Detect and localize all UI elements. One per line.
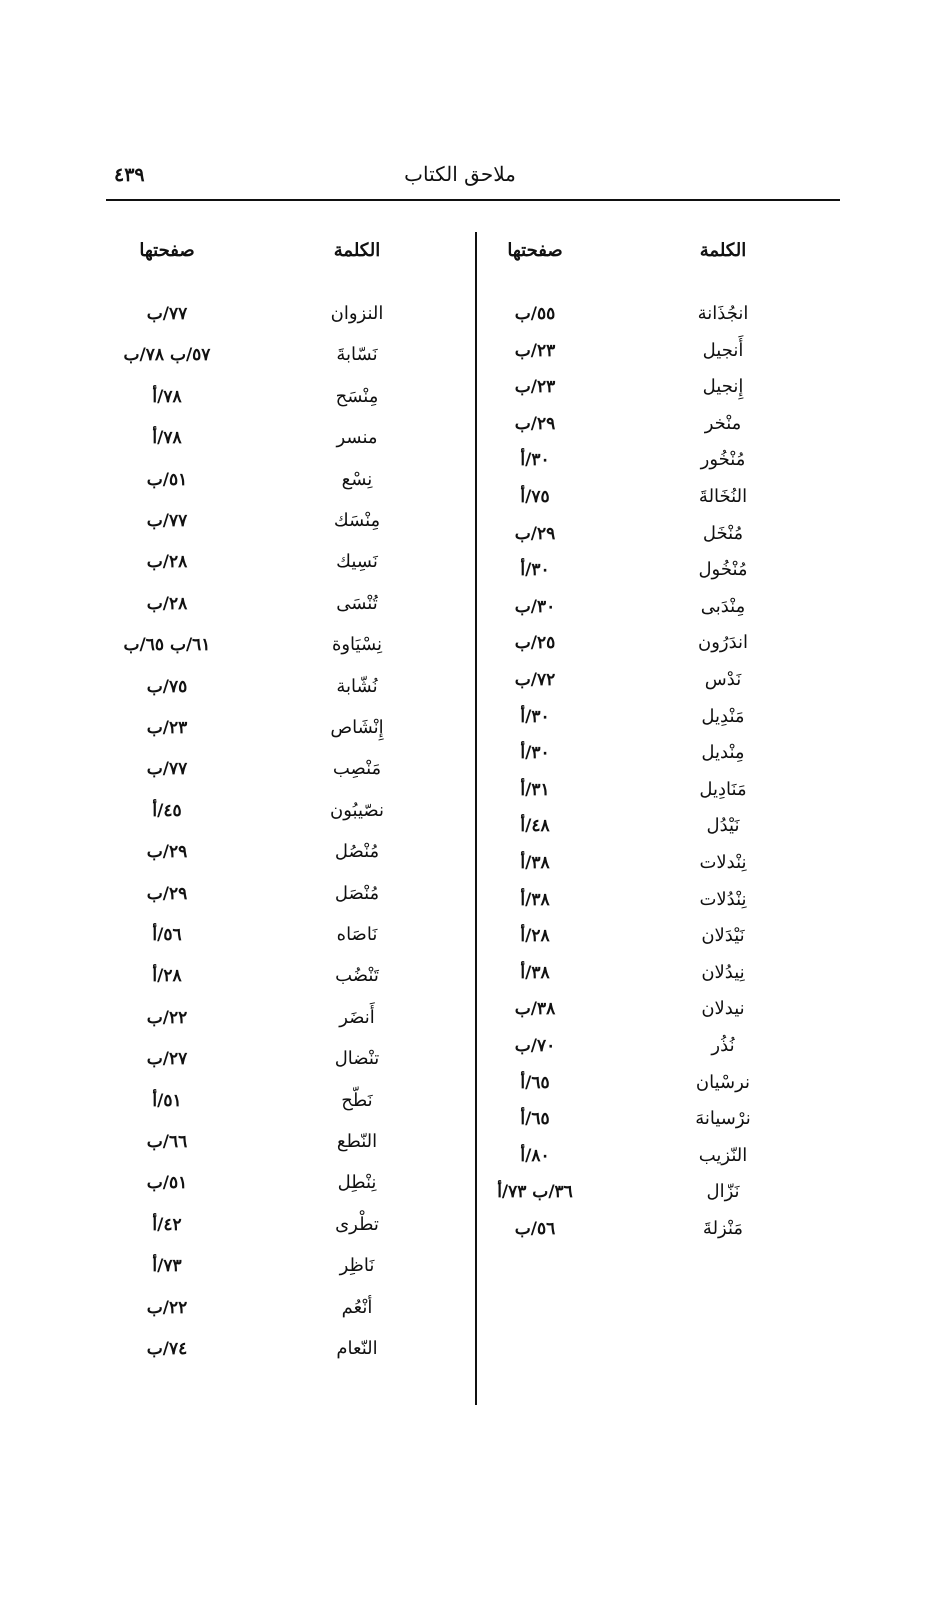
index-page-ref: ٢٣/ب [514, 341, 556, 361]
index-word: اندَرُون [697, 632, 749, 653]
index-page-ref: ٢٨/أ [520, 926, 550, 946]
index-page-ref: ٢٥/ب [514, 633, 556, 653]
index-page-ref: ٢٨/أ [152, 966, 182, 986]
index-word: نِيدُلان [701, 962, 745, 983]
index-page-ref: ٦١/ب ٦٥/ب [123, 635, 211, 655]
index-page-ref: ٢٩/ب [514, 524, 556, 544]
index-word: مُنْخَل [702, 523, 744, 544]
index-word: نرْسيانهَ [695, 1108, 751, 1129]
index-word: نِنْطِل [337, 1172, 377, 1193]
index-page-ref: ٧٧/ب [146, 511, 188, 531]
index-page-ref: ٥٦/أ [152, 925, 182, 945]
index-word: منْخر [704, 413, 742, 434]
index-word: مِنْسَح [335, 386, 379, 407]
index-page-ref: ٢٧/ب [146, 1049, 188, 1069]
index-word: مِنْسَك [333, 510, 381, 531]
index-word: نَسّابةَ [336, 344, 378, 365]
index-page-ref: ٦٥/أ [520, 1109, 550, 1129]
index-word: مِنْديل [701, 742, 745, 763]
index-page-ref: ٢٣/ب [514, 377, 556, 397]
page-number: ٤٣٩ [114, 164, 145, 186]
index-word: النّعام [336, 1338, 378, 1359]
index-page-ref: ٥١/أ [152, 1091, 182, 1111]
index-page-ref: ٣٠/أ [520, 707, 550, 727]
running-title: ملاحق الكتاب [404, 162, 516, 186]
index-word: نَيْدَلان [701, 925, 745, 946]
index-page-ref: ٧٤/ب [146, 1339, 188, 1359]
index-word: نَاصَاه [336, 924, 378, 945]
index-page-ref: ٧٧/ب [146, 759, 188, 779]
index-word: مَنْدِيل [701, 706, 745, 727]
index-page-ref: ٧٢/ب [514, 670, 556, 690]
index-page-ref: ٢٨/ب [146, 594, 188, 614]
index-word: تنْضال [334, 1048, 380, 1069]
index-word: تطْرى [335, 1214, 379, 1235]
index-page-ref: ٢٢/ب [146, 1298, 188, 1318]
index-word: مَنَادِيل [699, 779, 747, 800]
index-word: نِنْدُلات [699, 889, 747, 910]
index-word: مُنْصَل [334, 883, 380, 904]
index-word: نَاظِر [339, 1255, 375, 1276]
index-page-ref: ٣٨/أ [520, 890, 550, 910]
index-word: إِنْشَاص [330, 717, 384, 738]
index-page-ref: ٥٥/ب [514, 304, 556, 324]
index-page-ref: ٣٨/ب [514, 999, 556, 1019]
index-word: تَنْضُب [335, 965, 379, 986]
index-word: نَطّح [341, 1090, 373, 1111]
index-word: النّطع [336, 1131, 378, 1152]
index-page-ref: ٣٠/أ [520, 450, 550, 470]
index-word: مِنْدَبى [700, 596, 746, 617]
index-page-ref: ٧٨/أ [152, 387, 182, 407]
index-page-ref: ٣٨/أ [520, 963, 550, 983]
right-ref-header: صفحتها [507, 240, 563, 261]
index-page-ref: ٨٠/أ [520, 1146, 550, 1166]
index-page-ref: ٤٨/أ [520, 816, 550, 836]
index-word: مَنْزلةَ [702, 1218, 744, 1239]
index-page-ref: ٣١/أ [520, 780, 550, 800]
index-word: نصّيبُون [330, 800, 384, 821]
index-page-ref: ٥١/ب [146, 470, 188, 490]
index-word: انجُذَانة [697, 303, 749, 324]
index-page-ref: ٤٥/أ [152, 801, 182, 821]
index-word: نَزّال [706, 1181, 740, 1202]
index-page-ref: ٣٨/أ [520, 853, 550, 873]
index-page-ref: ٧٣/أ [152, 1256, 182, 1276]
index-page-ref: ٧٧/ب [146, 304, 188, 324]
index-word: النُخَالةَ [698, 486, 748, 507]
index-word: نُذُر [711, 1035, 735, 1056]
left-word-header: الكلمة [333, 240, 381, 261]
index-word: أَنضَر [339, 1007, 375, 1028]
index-word: نَدْس [704, 669, 742, 690]
index-page-ref: ٧٠/ب [514, 1036, 556, 1056]
index-word: أَنجيل [702, 340, 744, 361]
index-page-ref: ٦٥/أ [520, 1073, 550, 1093]
index-page-ref: ٦٦/ب [146, 1132, 188, 1152]
index-word: مُنْخُول [698, 559, 748, 580]
index-word: نِنْدلات [699, 852, 747, 873]
index-word: أنْعُم [341, 1297, 373, 1318]
index-page-ref: ٧٥/ب [146, 677, 188, 697]
header-rule [106, 199, 840, 201]
index-page-ref: ٢٩/ب [514, 414, 556, 434]
index-word: نرسْيان [695, 1072, 751, 1093]
index-word: نَيْدُل [706, 815, 740, 836]
index-word: مُنْخُور [700, 449, 746, 470]
index-page-ref: ٢٩/ب [146, 842, 188, 862]
index-word: نِسْيَاوة [331, 634, 383, 655]
index-word: تُنْسَى [336, 593, 378, 614]
index-page-ref: ٣٦/ب ٧٣/أ [497, 1182, 573, 1202]
index-word: النزوان [330, 303, 384, 324]
index-page-ref: ٢٨/ب [146, 552, 188, 572]
index-word: النّزيب [698, 1145, 748, 1166]
index-page-ref: ٧٥/أ [520, 487, 550, 507]
index-word: مُنْصُل [334, 841, 380, 862]
index-word: نُشّابة [336, 676, 378, 697]
left-ref-header: صفحتها [139, 240, 195, 261]
index-page-ref: ٣٠/أ [520, 743, 550, 763]
index-word: منسر [336, 427, 378, 448]
index-page-ref: ٢٢/ب [146, 1008, 188, 1028]
index-word: إِنجيل [702, 376, 744, 397]
right-word-header: الكلمة [699, 240, 747, 261]
index-page-ref: ٤٢/أ [152, 1215, 182, 1235]
index-page-ref: ٢٣/ب [146, 718, 188, 738]
index-word: مَنْصِب [332, 758, 382, 779]
index-page-ref: ٥٦/ب [514, 1219, 556, 1239]
index-word: نيدلان [701, 998, 745, 1019]
index-page-ref: ٥٧/ب ٧٨/ب [123, 345, 211, 365]
index-page-ref: ٣٠/ب [514, 597, 556, 617]
index-page-ref: ٢٩/ب [146, 884, 188, 904]
index-page-ref: ٥١/ب [146, 1173, 188, 1193]
index-page-ref: ٧٨/أ [152, 428, 182, 448]
index-word: نَسِيك [336, 551, 378, 572]
index-word: نِسْع [341, 469, 373, 490]
index-page-ref: ٣٠/أ [520, 560, 550, 580]
